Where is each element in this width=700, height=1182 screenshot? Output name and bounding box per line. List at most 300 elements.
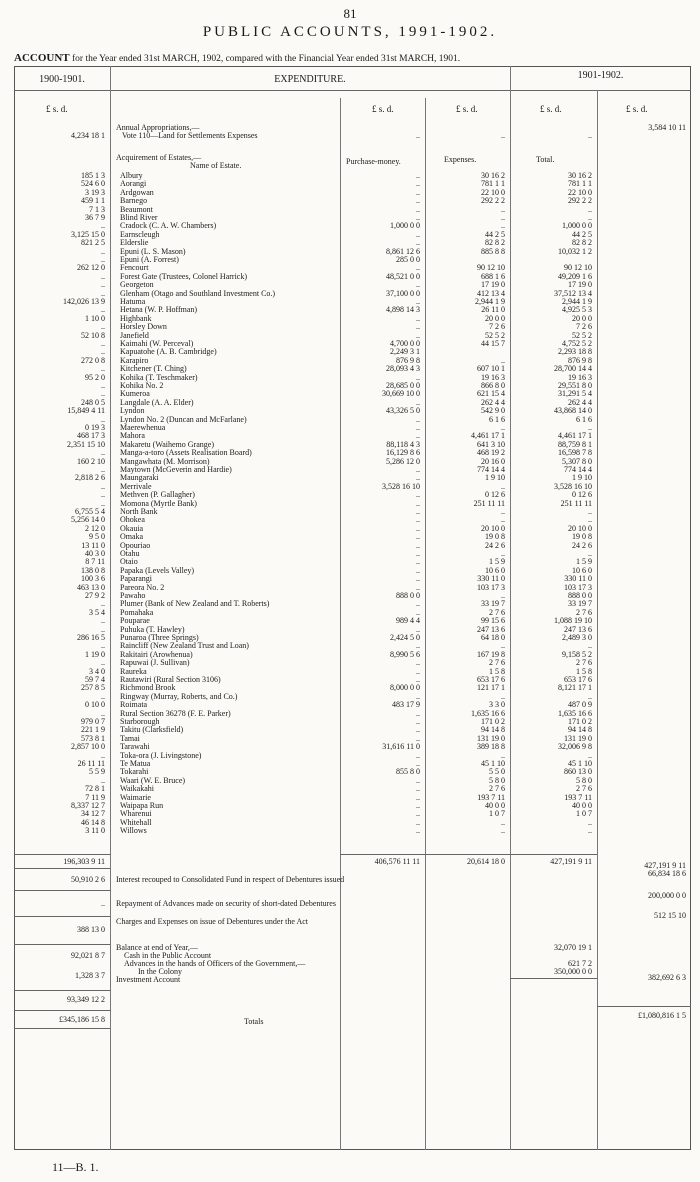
estate-purchase: .. bbox=[416, 733, 420, 743]
estate-total: 1,635 16 6 bbox=[558, 708, 592, 718]
estate-total: 251 11 11 bbox=[560, 498, 592, 508]
estate-name: Maerewhenua bbox=[120, 423, 166, 432]
estate-total: 94 14 8 bbox=[568, 725, 592, 735]
estate-name: Barnego bbox=[120, 196, 148, 206]
investment-total: 350,000 0 0 bbox=[554, 967, 592, 976]
estate-row bbox=[0, 802, 700, 810]
estates-grand: 427,191 9 11 bbox=[644, 861, 686, 870]
estate-prev: 463 13 0 bbox=[77, 582, 105, 592]
estate-expenses: 247 13 6 bbox=[477, 624, 505, 634]
row-rule bbox=[14, 916, 110, 917]
estate-prev: .. bbox=[101, 708, 105, 718]
estate-purchase: .. bbox=[416, 708, 420, 718]
estate-expenses: 262 4 4 bbox=[481, 397, 505, 407]
appropriations-prev: 4,234 18 1 bbox=[71, 131, 105, 140]
estate-name: Karapiro bbox=[120, 355, 149, 365]
estate-prev: .. bbox=[101, 624, 105, 634]
estate-row bbox=[0, 332, 700, 340]
estate-purchase: .. bbox=[416, 179, 420, 189]
estate-prev: 40 3 0 bbox=[85, 549, 105, 558]
estate-purchase: 8,990 5 6 bbox=[390, 649, 420, 659]
estate-name: Fencourt bbox=[120, 263, 149, 273]
estate-total: 10 6 0 bbox=[572, 565, 592, 575]
estate-purchase: .. bbox=[416, 750, 420, 760]
estate-name: Wharenui bbox=[120, 809, 152, 819]
estate-purchase: .. bbox=[416, 784, 420, 794]
estate-total: 2,293 18 8 bbox=[558, 347, 592, 357]
estate-total: 49,209 1 6 bbox=[558, 271, 592, 281]
estate-name: Rapuwai (J. Sullivan) bbox=[120, 658, 190, 668]
estate-expenses: 866 8 0 bbox=[481, 381, 505, 390]
estate-name: Cradock (C. A. W. Chambers) bbox=[120, 221, 217, 231]
estates-total-expenses: 20,614 18 0 bbox=[467, 857, 505, 866]
estate-total: 6 1 6 bbox=[576, 414, 592, 424]
estate-prev: 3 5 4 bbox=[89, 607, 105, 617]
estate-prev: .. bbox=[101, 271, 105, 281]
estate-prev: 221 1 9 bbox=[81, 725, 105, 735]
estate-purchase: .. bbox=[416, 817, 420, 827]
estate-prev: 0 19 3 bbox=[85, 423, 105, 432]
estate-prev: 5,256 14 0 bbox=[71, 515, 105, 525]
estate-purchase: .. bbox=[416, 498, 420, 508]
estate-prev: 3,125 15 0 bbox=[71, 229, 105, 239]
estate-expenses: 2 7 6 bbox=[489, 784, 505, 794]
estate-expenses: .. bbox=[501, 549, 505, 558]
estate-row bbox=[0, 180, 700, 188]
estate-prev: 257 8 5 bbox=[81, 683, 105, 693]
estate-row bbox=[0, 357, 700, 365]
row-rule bbox=[14, 944, 110, 945]
estate-expenses: 20 0 0 bbox=[485, 313, 505, 323]
estate-expenses: 2 7 6 bbox=[489, 607, 505, 617]
estate-name: Ohokea bbox=[120, 515, 145, 525]
estate-purchase: .. bbox=[416, 490, 420, 500]
estate-total: .. bbox=[588, 826, 592, 836]
estate-total: 2 7 6 bbox=[576, 658, 592, 668]
estates-total-purchase: 406,576 11 11 bbox=[374, 857, 420, 866]
estate-prev: 8,337 12 7 bbox=[71, 801, 105, 810]
estate-purchase: 483 17 9 bbox=[392, 700, 420, 710]
estate-total: 31,291 5 4 bbox=[558, 389, 592, 399]
estate-total: 171 0 2 bbox=[568, 717, 592, 726]
estate-purchase: 876 9 8 bbox=[396, 355, 420, 365]
estate-name: Waipapa Run bbox=[120, 801, 164, 810]
estate-purchase: 989 4 4 bbox=[396, 616, 420, 626]
estate-name: Forest Gate (Trustees, Colonel Harrick) bbox=[120, 271, 248, 281]
estate-total: 88,759 8 1 bbox=[558, 439, 592, 449]
estate-name: Raincliff (New Zealand Trust and Loan) bbox=[120, 641, 249, 651]
estate-purchase: .. bbox=[416, 397, 420, 407]
estate-name: Kohika (T. Teschmaker) bbox=[120, 372, 198, 382]
estate-prev: 138 0 8 bbox=[81, 565, 105, 575]
estate-purchase: .. bbox=[416, 372, 420, 382]
estate-prev: 142,026 13 9 bbox=[63, 297, 105, 306]
account-heading bbox=[14, 52, 460, 64]
estate-name: Elderslie bbox=[120, 238, 149, 248]
estate-purchase: .. bbox=[416, 263, 420, 273]
estate-purchase: .. bbox=[416, 666, 420, 676]
estate-row bbox=[0, 558, 700, 566]
estate-purchase: .. bbox=[416, 330, 420, 340]
estate-expenses: .. bbox=[501, 691, 505, 701]
estate-total: 19 16 3 bbox=[568, 372, 592, 382]
estate-row bbox=[0, 172, 700, 180]
estate-name: Te Matua bbox=[120, 759, 151, 768]
estate-total: .. bbox=[588, 204, 592, 214]
estate-row bbox=[0, 416, 700, 424]
estate-prev: 185 1 3 bbox=[81, 171, 105, 180]
estate-purchase: 285 0 0 bbox=[396, 255, 420, 264]
estate-total: 4,752 5 2 bbox=[562, 339, 592, 348]
estate-prev: .. bbox=[101, 288, 105, 298]
estate-row bbox=[0, 399, 700, 407]
estate-name: Langdale (A. A. Elder) bbox=[120, 397, 194, 407]
estate-expenses: 19 0 8 bbox=[485, 532, 505, 542]
totals-grand: £1,080,816 1 5 bbox=[638, 1011, 686, 1020]
estate-name: Albury bbox=[120, 171, 143, 180]
estate-row bbox=[0, 575, 700, 583]
charges-prev: 388 13 0 bbox=[77, 925, 105, 934]
estate-name: Waikakahi bbox=[120, 784, 155, 794]
estate-name: Momona (Myrtle Bank) bbox=[120, 498, 197, 508]
estate-purchase: .. bbox=[416, 313, 420, 323]
estate-row bbox=[0, 264, 700, 272]
estate-purchase: .. bbox=[416, 759, 420, 768]
estate-name: Rural Section 36278 (F. E. Parker) bbox=[120, 708, 231, 718]
total-rule bbox=[14, 1010, 110, 1011]
estate-total: 20 10 0 bbox=[568, 523, 592, 533]
estates-total-total: 427,191 9 11 bbox=[550, 857, 592, 866]
estate-purchase: .. bbox=[416, 213, 420, 222]
estate-total: 4,461 17 1 bbox=[558, 431, 592, 441]
estate-prev: 459 1 1 bbox=[81, 196, 105, 206]
account-heading-text: for the Year ended 31st MARCH, 1902, compared with the Financial Year ended 31st MARCH, 1901. bbox=[72, 54, 461, 64]
estate-name: Takitu (Clarksfield) bbox=[120, 725, 184, 735]
estate-name: Roimata bbox=[120, 700, 148, 710]
estate-expenses: .. bbox=[501, 641, 505, 651]
estate-name: Mahora bbox=[120, 431, 145, 441]
estate-total: 33 19 7 bbox=[568, 599, 592, 609]
estate-name: Kitchener (T. Ching) bbox=[120, 364, 187, 374]
estate-expenses: .. bbox=[501, 817, 505, 827]
estate-expenses: 10 6 0 bbox=[485, 565, 505, 575]
estate-total: 43,868 14 0 bbox=[554, 406, 592, 416]
estate-total: 16,598 7 8 bbox=[558, 448, 592, 458]
estate-prev: 0 10 0 bbox=[85, 700, 105, 710]
estate-total: 247 13 6 bbox=[564, 624, 592, 634]
estate-prev: 262 12 0 bbox=[77, 263, 105, 273]
totals-label: Totals bbox=[244, 1017, 264, 1026]
estate-row bbox=[0, 634, 700, 642]
estate-prev: 36 7 9 bbox=[85, 213, 105, 222]
estate-name-header: Name of Estate. bbox=[190, 161, 242, 170]
estate-expenses: 193 7 11 bbox=[477, 792, 505, 802]
estate-prev: .. bbox=[101, 347, 105, 357]
estate-expenses: 90 12 10 bbox=[477, 263, 505, 273]
estate-name: Highbank bbox=[120, 313, 152, 323]
estate-name: Aorangi bbox=[120, 179, 147, 189]
estate-expenses: 52 5 2 bbox=[485, 330, 505, 340]
colony-total: 621 7 2 bbox=[568, 959, 592, 968]
estate-name: Waimarie bbox=[120, 792, 151, 802]
estate-row bbox=[0, 609, 700, 617]
estate-purchase: .. bbox=[416, 717, 420, 726]
estate-purchase: .. bbox=[416, 229, 420, 239]
estate-expenses: 20 10 0 bbox=[481, 523, 505, 533]
estate-row bbox=[0, 726, 700, 734]
estate-prev: .. bbox=[101, 691, 105, 701]
row-rule bbox=[14, 868, 110, 869]
estate-expenses: 542 9 0 bbox=[481, 406, 505, 416]
estate-row bbox=[0, 617, 700, 625]
estate-expenses: 2,944 1 9 bbox=[475, 297, 505, 306]
header-prev-year: 1900-1901. bbox=[39, 74, 85, 85]
estate-row bbox=[0, 752, 700, 760]
estate-name: Papaka (Levels Valley) bbox=[120, 565, 195, 575]
estate-prev: 979 0 7 bbox=[81, 717, 105, 726]
estate-name: Tarawahi bbox=[120, 742, 150, 752]
estate-prev: 3 19 3 bbox=[85, 187, 105, 197]
estate-row bbox=[0, 323, 700, 331]
estate-name: Starborough bbox=[120, 717, 160, 726]
estate-row bbox=[0, 206, 700, 214]
estate-expenses: 103 17 3 bbox=[477, 582, 505, 592]
estate-name: Mangawhata (M. Morrison) bbox=[120, 456, 210, 466]
estate-prev: .. bbox=[101, 641, 105, 651]
estate-expenses: 1 5 9 bbox=[489, 557, 505, 567]
estate-total: 28,700 14 4 bbox=[554, 364, 592, 374]
estate-name: Okauia bbox=[120, 523, 144, 533]
estate-total: 487 0 9 bbox=[568, 700, 592, 710]
advances-label: Advances in the hands of Officers of the Government,— bbox=[124, 959, 306, 968]
estate-row bbox=[0, 785, 700, 793]
estate-prev: 6,755 5 4 bbox=[75, 507, 105, 516]
estate-total: .. bbox=[588, 549, 592, 558]
estate-prev: 26 11 11 bbox=[77, 759, 105, 768]
charges-label: Charges and Expenses on issue of Debentures under the Act bbox=[116, 917, 309, 926]
estate-row bbox=[0, 533, 700, 541]
estate-row bbox=[0, 483, 700, 491]
estate-purchase: 5,286 12 0 bbox=[386, 456, 420, 466]
estate-total: 30 16 2 bbox=[568, 171, 592, 180]
estate-purchase: .. bbox=[416, 624, 420, 634]
estate-prev: .. bbox=[101, 280, 105, 290]
estate-prev: 7 11 9 bbox=[85, 792, 105, 802]
estate-row bbox=[0, 777, 700, 785]
estate-row bbox=[0, 281, 700, 289]
estate-prev: 2,857 10 0 bbox=[71, 742, 105, 752]
estate-purchase: .. bbox=[416, 297, 420, 306]
estate-prev: 59 7 4 bbox=[85, 675, 105, 684]
estate-prev: 2,818 2 6 bbox=[75, 473, 105, 483]
estate-prev: 1 19 0 bbox=[85, 649, 105, 659]
estate-purchase: 2,249 3 1 bbox=[390, 347, 420, 357]
estate-purchase: .. bbox=[416, 599, 420, 609]
estate-expenses: 1 0 7 bbox=[489, 809, 505, 819]
estate-purchase: .. bbox=[416, 809, 420, 819]
estate-expenses: 167 19 8 bbox=[477, 649, 505, 659]
estate-prev: 46 14 8 bbox=[81, 817, 105, 827]
estate-name: Hatuma bbox=[120, 297, 146, 306]
sum-rule bbox=[14, 990, 110, 991]
estate-row bbox=[0, 827, 700, 835]
estate-total: .. bbox=[588, 817, 592, 827]
estate-expenses: .. bbox=[501, 507, 505, 516]
estate-row bbox=[0, 374, 700, 382]
unit-total: £ s. d. bbox=[540, 104, 562, 114]
total-rule bbox=[14, 1028, 110, 1029]
estate-row bbox=[0, 222, 700, 230]
estate-prev: .. bbox=[101, 775, 105, 785]
estate-expenses: .. bbox=[501, 221, 505, 231]
estate-expenses: 121 17 1 bbox=[477, 683, 505, 693]
estate-row bbox=[0, 441, 700, 449]
estate-total: 2 7 6 bbox=[576, 607, 592, 617]
estate-expenses: .. bbox=[501, 591, 505, 600]
estate-row bbox=[0, 710, 700, 718]
estate-expenses: 2 7 6 bbox=[489, 658, 505, 668]
estate-expenses: 6 1 6 bbox=[489, 414, 505, 424]
estate-expenses: 26 11 0 bbox=[481, 305, 505, 315]
estate-purchase: .. bbox=[416, 507, 420, 516]
estate-name: Beaumont bbox=[120, 204, 153, 214]
estate-purchase: .. bbox=[416, 322, 420, 332]
estate-total: 0 12 6 bbox=[572, 490, 592, 500]
estate-prev: .. bbox=[101, 255, 105, 264]
estate-name: Pareora No. 2 bbox=[120, 582, 165, 592]
estate-row bbox=[0, 768, 700, 776]
estate-total: 2,944 1 9 bbox=[562, 297, 592, 306]
estate-purchase: 4,700 0 0 bbox=[390, 339, 420, 348]
estate-purchase: .. bbox=[416, 423, 420, 432]
estate-expenses: 1 9 10 bbox=[485, 473, 505, 483]
total-header: Total. bbox=[536, 155, 555, 164]
estate-row bbox=[0, 298, 700, 306]
estate-name: Plumer (Bank of New Zealand and T. Roberts) bbox=[120, 599, 270, 609]
estate-name: Waari (W. E. Bruce) bbox=[120, 775, 186, 785]
estate-expenses: 688 1 6 bbox=[481, 271, 505, 281]
estate-prev: 1 10 0 bbox=[85, 313, 105, 323]
expenses-header: Expenses. bbox=[444, 155, 477, 164]
estate-purchase: .. bbox=[416, 473, 420, 483]
estate-total: .. bbox=[588, 213, 592, 222]
estate-purchase: 1,000 0 0 bbox=[390, 221, 420, 231]
estate-total: 22 10 0 bbox=[568, 187, 592, 197]
estate-total: 40 0 0 bbox=[572, 801, 592, 810]
estate-row bbox=[0, 239, 700, 247]
estate-name: Horsley Down bbox=[120, 322, 167, 332]
estate-total: 1 0 7 bbox=[576, 809, 592, 819]
estate-name: Georgeton bbox=[120, 280, 154, 290]
estate-row bbox=[0, 567, 700, 575]
estate-expenses: 82 8 2 bbox=[485, 238, 505, 248]
estate-prev: .. bbox=[101, 481, 105, 491]
header-curr-year: 1901-1902. bbox=[577, 70, 624, 81]
estate-expenses: 44 15 7 bbox=[481, 339, 505, 348]
header-rule bbox=[14, 90, 691, 91]
estate-total: 32,006 9 8 bbox=[558, 742, 592, 752]
estate-expenses: 5 5 0 bbox=[489, 767, 505, 777]
interest-label: Interest recouped to Consolidated Fund in respect of Debentures issued bbox=[116, 875, 345, 884]
estate-total: 82 8 2 bbox=[572, 238, 592, 248]
estate-purchase: .. bbox=[416, 565, 420, 575]
estate-prev: 468 17 3 bbox=[77, 431, 105, 441]
estate-row bbox=[0, 684, 700, 692]
estate-expenses: 1,635 16 6 bbox=[471, 708, 505, 718]
estate-expenses: 94 14 8 bbox=[481, 725, 505, 735]
estate-prev: .. bbox=[101, 490, 105, 500]
estate-row bbox=[0, 474, 700, 482]
estate-purchase: .. bbox=[416, 532, 420, 542]
estate-row bbox=[0, 743, 700, 751]
estate-prev: 3 11 0 bbox=[85, 826, 105, 836]
unit-expenses: £ s. d. bbox=[456, 104, 478, 114]
estate-purchase: .. bbox=[416, 431, 420, 441]
sum-rule bbox=[14, 854, 110, 855]
estate-prev: 272 0 8 bbox=[81, 355, 105, 365]
cash-prev: 92,021 8 7 bbox=[71, 951, 105, 960]
estate-expenses: 389 18 8 bbox=[477, 742, 505, 752]
estate-name: North Bank bbox=[120, 507, 158, 516]
estate-total: 29,551 8 0 bbox=[558, 381, 592, 390]
appropriations-expenses: .. bbox=[501, 131, 505, 140]
estate-row bbox=[0, 718, 700, 726]
estate-expenses: 24 2 6 bbox=[485, 540, 505, 550]
interest-prev: 50,910 2 6 bbox=[71, 875, 105, 884]
estate-row bbox=[0, 407, 700, 415]
estate-expenses: .. bbox=[501, 750, 505, 760]
appropriations-vote: Vote 110—Land for Settlements Expenses bbox=[122, 131, 258, 140]
estate-name: Hetana (W. P. Hoffman) bbox=[120, 305, 198, 315]
estate-row bbox=[0, 382, 700, 390]
estate-prev: .. bbox=[101, 498, 105, 508]
cash-label: Cash in the Public Account bbox=[124, 951, 212, 960]
estate-row bbox=[0, 365, 700, 373]
estate-row bbox=[0, 760, 700, 768]
balance-prev-total: 93,349 12 2 bbox=[67, 995, 105, 1004]
estate-prev: .. bbox=[101, 381, 105, 390]
estate-purchase: .. bbox=[416, 540, 420, 550]
estate-expenses: .. bbox=[501, 204, 505, 214]
estate-name: Opouriao bbox=[120, 540, 151, 550]
estate-prev: 248 0 5 bbox=[81, 397, 105, 407]
estate-expenses: .. bbox=[501, 355, 505, 365]
estate-total: .. bbox=[588, 750, 592, 760]
estate-total: 45 1 10 bbox=[568, 759, 592, 768]
estate-row bbox=[0, 693, 700, 701]
estate-purchase: .. bbox=[416, 607, 420, 617]
estate-expenses: 45 1 10 bbox=[481, 759, 505, 768]
total-rule bbox=[597, 1006, 691, 1007]
estates-total-prev: 196,303 9 11 bbox=[63, 857, 105, 866]
estate-purchase: 30,669 10 0 bbox=[382, 389, 420, 399]
estate-purchase: .. bbox=[416, 465, 420, 474]
estate-total: .. bbox=[588, 507, 592, 516]
estate-purchase: 43,326 5 0 bbox=[386, 406, 420, 416]
estate-row bbox=[0, 189, 700, 197]
estate-purchase: .. bbox=[416, 792, 420, 802]
estate-total: 37,512 13 4 bbox=[554, 288, 592, 298]
estate-prev: 52 10 8 bbox=[81, 330, 105, 340]
estate-row bbox=[0, 273, 700, 281]
estate-name: Ardgowan bbox=[120, 187, 154, 197]
estate-expenses: 653 17 6 bbox=[477, 675, 505, 684]
repayment-label: Repayment of Advances made on security of short-dated Debentures bbox=[116, 899, 336, 908]
estate-prev: .. bbox=[101, 364, 105, 374]
estate-name: Methven (P. Gallagher) bbox=[120, 490, 195, 500]
page-number: 81 bbox=[343, 6, 357, 21]
estate-row bbox=[0, 735, 700, 743]
